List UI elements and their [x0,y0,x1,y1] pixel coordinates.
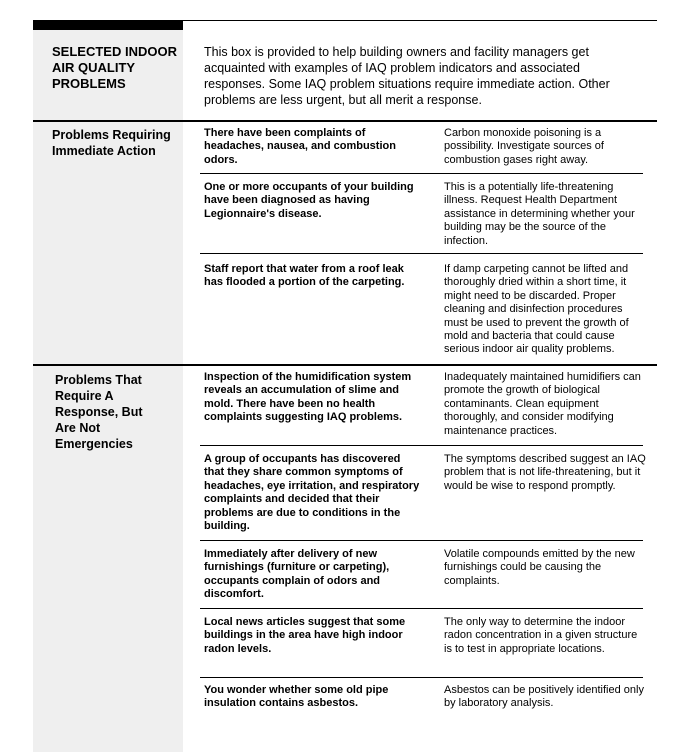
top-accent-bar [33,20,183,30]
response-text: Carbon monoxide poisoning is a possibility. Investigate sources of combustion gases right away. [444,127,604,166]
box-title: SELECTED INDOOR AIR QUALITY PROBLEMS [52,44,177,91]
problem-text: Local news articles suggest that some buildings in the area have high indoor radon levels. [204,616,406,655]
row-divider [200,173,643,174]
row-divider [200,540,643,541]
section-divider [33,120,657,122]
section-label-non-emergency: Problems That Require A Response, But Are Not Emergencies [55,373,143,451]
row-divider [200,253,643,254]
row-divider [200,608,643,609]
problem-text: You wonder whether some old pipe insulation contains asbestos. [204,684,389,710]
problem-text: One or more occupants of your building have been diagnosed as having Legionnaire's disease. [204,181,414,220]
problem-text: A group of occupants has discovered that they share common symptoms of headaches, eye irritation, and respiratory complaints and decided that their problems are due to conditions in the building. [204,453,420,533]
problem-text: Inspection of the humidification system reveals an accumulation of slime and mold. There have been no health complaints suggesting IAQ problems. [204,371,412,424]
problem-text: There have been complaints of headaches, nausea, and combustion odors. [204,127,396,166]
row-divider [200,677,643,678]
problem-text: Staff report that water from a roof leak has flooded a portion of the carpeting. [204,263,405,289]
problem-text: Immediately after delivery of new furnishings (furniture or carpeting), occupants complain of odors and discomfort. [204,548,390,601]
response-text: The symptoms described suggest an IAQ problem that is not life-threatening, but it would be wise to respond promptly. [444,453,646,492]
response-text: The only way to determine the indoor radon concentration in a given structure is to test in appropriate locations. [444,616,638,655]
response-text: Inadequately maintained humidifiers can promote the growth of biological contaminants. Clean equipment thoroughly, and consider modifying maintenance practices. [444,371,641,437]
response-text: Asbestos can be positively identified only by laboratory analysis. [444,684,644,710]
response-text: If damp carpeting cannot be lifted and thoroughly dried within a short time, it might need to be discarded. Proper cleaning and disinfection procedures must be used to prevent the growth of mold and bacteria that could cause serious indoor air quality problems. [444,263,629,356]
section-divider [33,364,657,366]
row-divider [200,445,643,446]
section-label-immediate: Problems Requiring Immediate Action [52,128,171,158]
top-rule [183,20,657,21]
response-text: This is a potentially life-threatening illness. Request Health Department assistance in determining whether your building may be the source of the infection. [444,181,635,247]
response-text: Volatile compounds emitted by the new furnishings could be causing the complaints. [444,548,635,587]
intro-paragraph: This box is provided to help building owners and facility managers get acquainted with examples of IAQ problem indicators and associated responses. Some IAQ problem situations require immediate action. Other problems are less urgent, but all merit a response. [204,45,610,107]
